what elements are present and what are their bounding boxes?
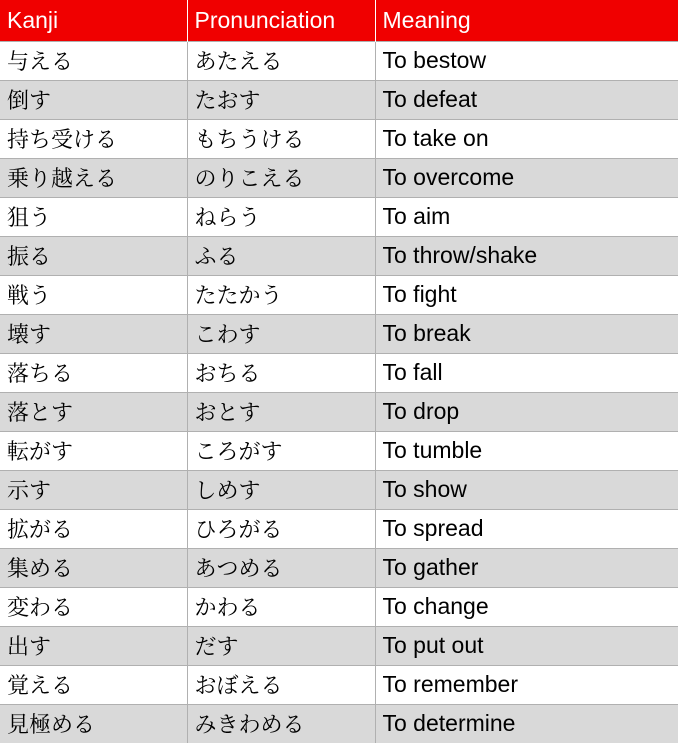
- table-row: [0, 626, 678, 665]
- header-meaning: Meaning: [375, 0, 678, 41]
- table-row: [0, 431, 678, 470]
- meaning-cell: To overcome: [375, 158, 678, 197]
- kanji-cell: 落ちる: [0, 353, 187, 392]
- pronunciation-cell: のりこえる: [187, 158, 375, 197]
- kanji-cell: 出す: [0, 626, 187, 665]
- table-body: [0, 41, 678, 743]
- pronunciation-cell: こわす: [187, 314, 375, 353]
- table-row: [0, 392, 678, 431]
- pronunciation-cell: しめす: [187, 470, 375, 509]
- table-row: [0, 470, 678, 509]
- kanji-cell: 壊す: [0, 314, 187, 353]
- pronunciation-cell: おちる: [187, 353, 375, 392]
- meaning-cell: To spread: [375, 509, 678, 548]
- pronunciation-cell: あたえる: [187, 41, 375, 80]
- kanji-cell: 戦う: [0, 275, 187, 314]
- meaning-cell: To break: [375, 314, 678, 353]
- kanji-cell: 乗り越える: [0, 158, 187, 197]
- table-row: [0, 314, 678, 353]
- kanji-cell: 変わる: [0, 587, 187, 626]
- meaning-cell: To throw/shake: [375, 236, 678, 275]
- pronunciation-cell: おとす: [187, 392, 375, 431]
- kanji-cell: 示す: [0, 470, 187, 509]
- table-row: [0, 548, 678, 587]
- meaning-cell: To bestow: [375, 41, 678, 80]
- meaning-cell: To remember: [375, 665, 678, 704]
- pronunciation-cell: たたかう: [187, 275, 375, 314]
- meaning-cell: To show: [375, 470, 678, 509]
- table-row: [0, 275, 678, 314]
- meaning-cell: To put out: [375, 626, 678, 665]
- table-header: [0, 0, 678, 41]
- kanji-cell: 持ち受ける: [0, 119, 187, 158]
- table-row: [0, 704, 678, 743]
- table-row: [0, 236, 678, 275]
- pronunciation-cell: ねらう: [187, 197, 375, 236]
- kanji-cell: 狙う: [0, 197, 187, 236]
- kanji-cell: 倒す: [0, 80, 187, 119]
- meaning-cell: To tumble: [375, 431, 678, 470]
- pronunciation-cell: ころがす: [187, 431, 375, 470]
- meaning-cell: To take on: [375, 119, 678, 158]
- header-row: [0, 0, 678, 41]
- meaning-cell: To determine: [375, 704, 678, 743]
- pronunciation-cell: かわる: [187, 587, 375, 626]
- table-row: [0, 80, 678, 119]
- pronunciation-cell: みきわめる: [187, 704, 375, 743]
- table-row: [0, 197, 678, 236]
- kanji-cell: 与える: [0, 41, 187, 80]
- header-kanji: Kanji: [0, 0, 187, 41]
- kanji-cell: 見極める: [0, 704, 187, 743]
- meaning-cell: To fall: [375, 353, 678, 392]
- kanji-cell: 転がす: [0, 431, 187, 470]
- kanji-cell: 集める: [0, 548, 187, 587]
- table-row: [0, 665, 678, 704]
- kanji-cell: 拡がる: [0, 509, 187, 548]
- table-row: [0, 119, 678, 158]
- pronunciation-cell: ふる: [187, 236, 375, 275]
- table-row: [0, 353, 678, 392]
- meaning-cell: To aim: [375, 197, 678, 236]
- pronunciation-cell: あつめる: [187, 548, 375, 587]
- meaning-cell: To drop: [375, 392, 678, 431]
- pronunciation-cell: だす: [187, 626, 375, 665]
- table-row: [0, 41, 678, 80]
- meaning-cell: To fight: [375, 275, 678, 314]
- kanji-cell: 落とす: [0, 392, 187, 431]
- kanji-cell: 覚える: [0, 665, 187, 704]
- table-row: [0, 158, 678, 197]
- pronunciation-cell: おぼえる: [187, 665, 375, 704]
- kanji-cell: 振る: [0, 236, 187, 275]
- meaning-cell: To change: [375, 587, 678, 626]
- pronunciation-cell: ひろがる: [187, 509, 375, 548]
- meaning-cell: To defeat: [375, 80, 678, 119]
- table-row: [0, 587, 678, 626]
- table-row: [0, 509, 678, 548]
- meaning-cell: To gather: [375, 548, 678, 587]
- header-pronunciation: Pronunciation: [187, 0, 375, 41]
- pronunciation-cell: たおす: [187, 80, 375, 119]
- pronunciation-cell: もちうける: [187, 119, 375, 158]
